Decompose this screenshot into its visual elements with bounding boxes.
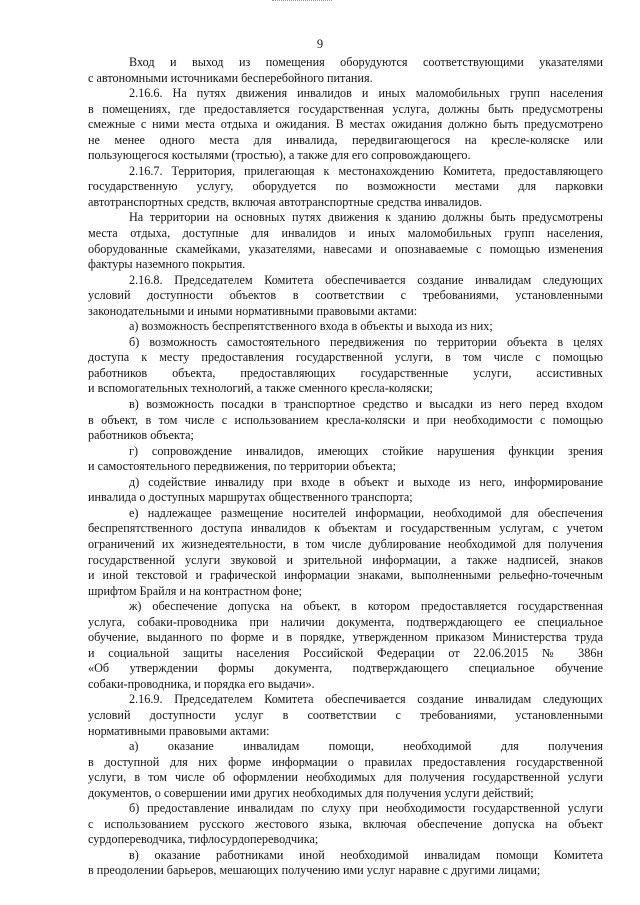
text-line: фактуры наземного покрытия. xyxy=(88,257,246,272)
text-line: места отдыха, доступные для инвалидов и иных маломобильных групп населения, xyxy=(88,226,603,241)
text-line: и самостоятельного передвижения, по территории объекта; xyxy=(88,459,396,474)
text-line: в объект, в том числе с использованием кресла-коляски и при необходимости с помощью xyxy=(88,412,603,427)
text-line: работников объекта; xyxy=(88,428,194,443)
text-line: а) возможность беспрепятственного входа в объекты и выхода из них; xyxy=(129,319,493,334)
text-line: обучение, выданного по форме и в порядке, утвержденном приказом Министерства труда xyxy=(88,630,603,645)
text-line: Вход и выход из помещения оборудуются соответствующими указателями xyxy=(129,55,603,69)
text-line: автотранспортных средств, включая автотранспортные средства инвалидов. xyxy=(88,194,483,209)
text-line: нормативными правовыми актами: xyxy=(88,723,270,738)
text-line: в преодолении барьеров, мешающих получению ими услуг наравне с другими лицами; xyxy=(88,863,541,878)
text-line: б) возможность самостоятельного передвижения по территории объекта в целях xyxy=(129,334,603,349)
text-line: с автономными источниками бесперебойного питания. xyxy=(88,70,373,85)
text-line: государственную услугу, оборудуется по возможности местами для парковки xyxy=(88,179,603,194)
text-line: 2.16.8. Председателем Комитета обеспечивается создание инвалидам следующих xyxy=(129,272,603,287)
text-line: инвалида о доступных маршрутах общественного транспорта; xyxy=(88,490,413,505)
text-line: На территории на основных путях движения к зданию должны быть предусмотрены xyxy=(129,210,603,225)
page-number: 9 xyxy=(316,37,324,51)
text-line: оборудованные скамейками, указателями, навесами и опознаваемые с помощью изменения xyxy=(88,241,603,256)
text-line: сурдопереводчика, тифлосурдопереводчика; xyxy=(88,832,319,847)
text-line: и иной текстовой и графической информации знаками, выполненными рельефно-точечным xyxy=(88,568,603,583)
text-line: документов, о совершении ими других необходимых для получения услуги действий; xyxy=(88,785,534,800)
text-line: в) оказание работниками иной необходимой инвалидам помощи Комитета xyxy=(129,847,603,862)
text-line: услуги, в том числе об оформлении необходимых для получения государственной услуги xyxy=(88,770,603,785)
text-line: ж) обеспечение допуска на объект, в котором предоставляется государственная xyxy=(129,599,603,614)
text-line: 2.16.7. Территория, прилегающая к местонахождению Комитета, предоставляющего xyxy=(129,163,603,178)
scan-artifact-top xyxy=(272,0,332,4)
text-line: в доступной для них форме информации о правилах предоставления государственной xyxy=(88,754,603,769)
text-line: собаки-проводника, и порядка его выдачи». xyxy=(88,676,315,691)
text-line: пользующегося костылями (тростью), а также для его сопровождающего. xyxy=(88,148,471,163)
text-line: и вспомогательных технологий, а также сменного кресла-коляски; xyxy=(88,381,433,396)
text-line: услуга, собаки-проводника при наличии документа, подтверждающего ее специальное xyxy=(88,614,603,629)
text-line: государственной услуги звуковой и зрительной информации, а также надписей, знаков xyxy=(88,552,603,567)
text-line: смежные с ними места отдыха и ожидания. В местах ожидания должно быть предусмотрено xyxy=(88,117,603,132)
text-line: е) надлежащее размещение носителей информации, необходимой для обеспечения xyxy=(129,505,603,520)
text-line: г) сопровождение инвалидов, имеющих стойкие нарушения функции зрения xyxy=(129,443,603,458)
text-line: не менее одного места для инвалида, передвигающегося на кресле-коляске или xyxy=(88,132,603,147)
document-body xyxy=(88,55,603,879)
text-line: законодательными и иными нормативными правовыми актами: xyxy=(88,303,418,318)
text-line: д) содействие инвалиду при входе в объект и выходе из него, информирование xyxy=(129,474,603,489)
text-line: с использованием русского жестового языка, включая обеспечение допуска на объект xyxy=(88,816,603,831)
text-line: условий доступности объектов в соответствии с требованиями, установленными xyxy=(88,288,603,303)
text-line: условий доступности услуг в соответствии с требованиями, установленными xyxy=(88,707,603,722)
text-line: шрифтом Брайля и на контрастном фоне; xyxy=(88,583,303,598)
text-line: доступа к месту предоставления государственной услуги, в том числе с помощью xyxy=(88,350,603,365)
text-line: 2.16.6. На путях движения инвалидов и иных маломобильных групп населения xyxy=(129,86,603,101)
text-line: б) предоставление инвалидам по слуху при необходимости государственной услуги xyxy=(129,801,603,816)
text-line: «Об утверждении формы документа, подтверждающего специальное обучение xyxy=(88,661,603,676)
text-line: беспрепятственного доступа инвалидов к объектам и государственным услугам, с учетом xyxy=(88,521,603,536)
text-line: и социальной защиты населения Российской Федерации от 22.06.2015 № 386н xyxy=(88,645,603,660)
text-line: а) оказание инвалидам помощи, необходимой для получения xyxy=(129,739,603,754)
text-line: 2.16.9. Председателем Комитета обеспечивается создание инвалидам следующих xyxy=(129,692,603,707)
text-line: в) возможность посадки в транспортное средство и высадки из него перед входом xyxy=(129,397,603,412)
text-line: ограничений их жизнедеятельности, в том числе дублирование необходимой для получения xyxy=(88,536,603,551)
text-line: в помещениях, где предоставляется государственная услуга, должны быть предусмотрены xyxy=(88,101,603,116)
text-line: работников объекта, предоставляющих государственные услуги, ассистивных xyxy=(88,365,603,380)
